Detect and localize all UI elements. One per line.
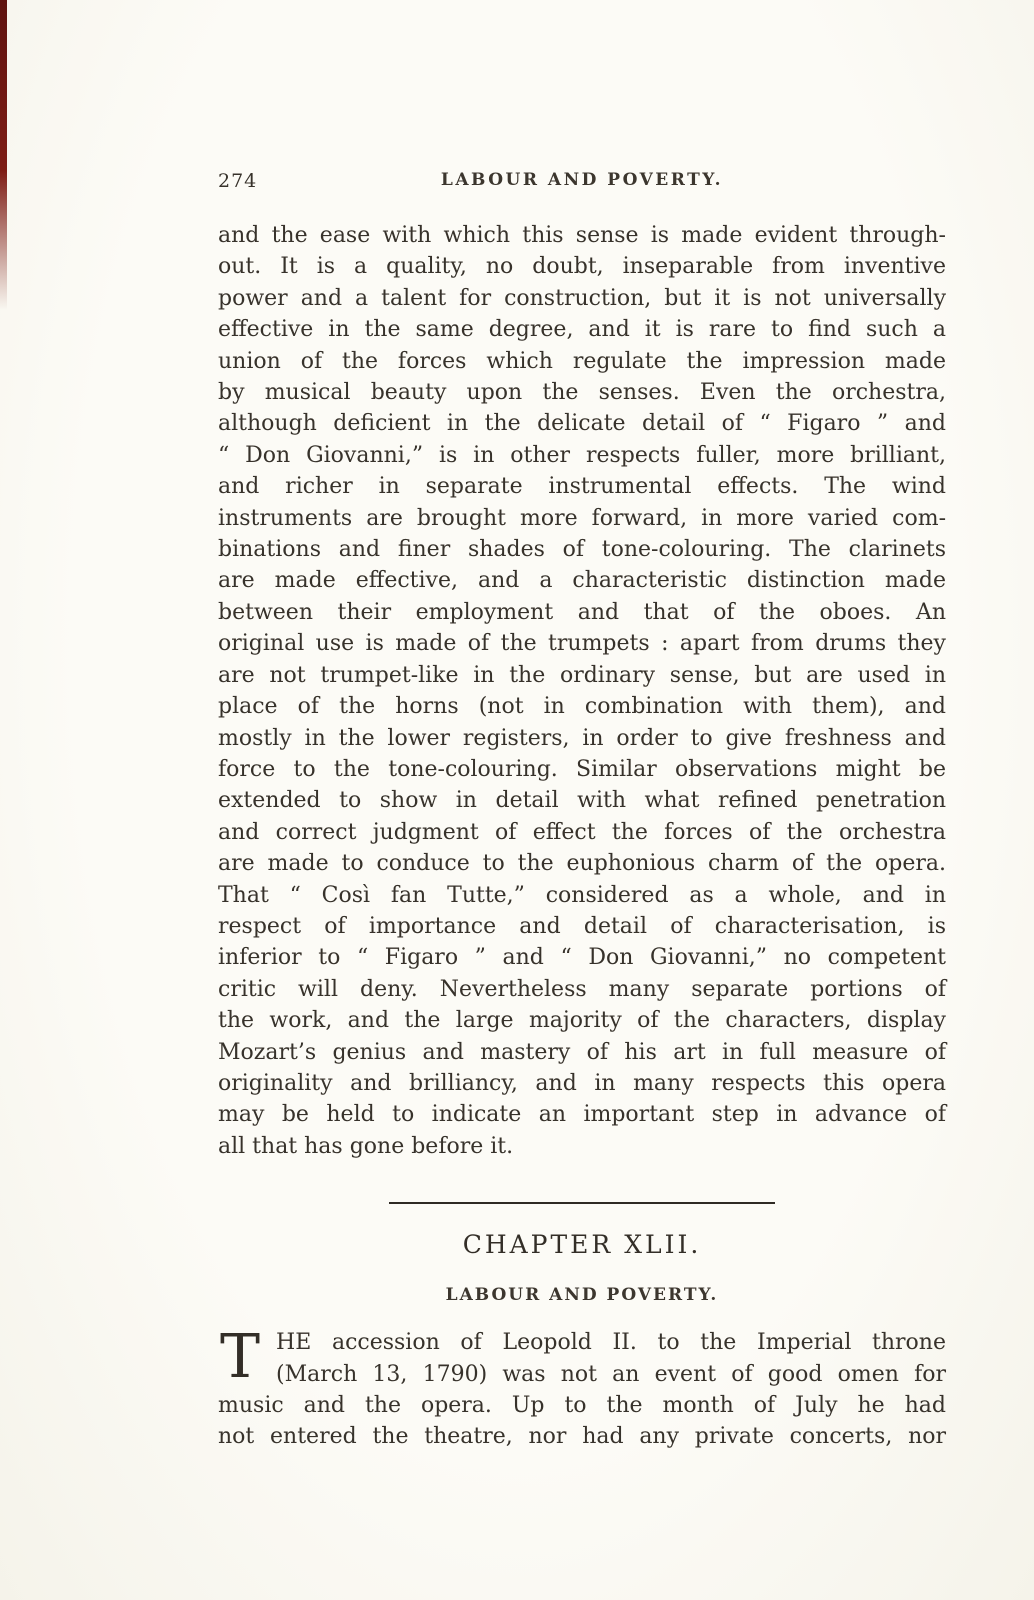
chapter-subtitle: LABOUR AND POVERTY. xyxy=(445,1285,719,1306)
text-line: and correct judgment of effect the forces of the orchestra xyxy=(218,819,946,845)
text-line: respect of importance and detail of characterisation, is xyxy=(218,913,946,939)
scan-spine-edge xyxy=(0,0,7,310)
page-number: 274 xyxy=(218,170,258,192)
text-line: between their employment and that of the oboes. An xyxy=(218,599,946,625)
text-line: mostly in the lower registers, in order to give freshness and xyxy=(218,725,946,751)
section-divider xyxy=(389,1202,775,1204)
text-line: “ Don Giovanni,” is in other respects fuller, more brilliant, xyxy=(218,442,946,468)
text-line: by musical beauty upon the senses. Even the orchestra, xyxy=(218,380,946,406)
text-line: not entered the theatre, nor had any private concerts, nor xyxy=(218,1424,946,1450)
text-line: extended to show in detail with what refined penetration xyxy=(218,788,946,814)
text-line: That “ Così fan Tutte,” considered as a whole, and in xyxy=(218,882,946,908)
text-line: force to the tone-colouring. Similar observations might be xyxy=(218,756,946,782)
chapter-paragraph xyxy=(218,1322,946,1453)
text-line: out. It is a quality, no doubt, inseparable from inventive xyxy=(218,254,946,280)
text-line: are made to conduce to the euphonious charm of the opera. xyxy=(218,851,946,877)
text-line: critic will deny. Nevertheless many separate portions of xyxy=(218,976,946,1002)
text-line: and richer in separate instrumental effects. The wind xyxy=(218,474,946,500)
running-header: LABOUR AND POVERTY. xyxy=(440,170,724,190)
text-line: although deficient in the delicate detail of “ Figaro ” and xyxy=(218,411,946,437)
text-line: Mozart’s genius and mastery of his art in full measure of xyxy=(218,1039,946,1065)
text-line: originality and brilliancy, and in many respects this opera xyxy=(218,1070,946,1096)
text-line: are made effective, and a characteristic distinction made xyxy=(218,568,946,594)
text-line: are not trumpet-like in the ordinary sense, but are used in xyxy=(218,662,946,688)
text-line: place of the horns (not in combination with them), and xyxy=(218,694,946,720)
text-line: power and a talent for construction, but it is not universally xyxy=(218,285,946,311)
page-header xyxy=(218,170,946,196)
body-paragraph xyxy=(218,220,946,1162)
text-line: instruments are brought more forward, in more varied com- xyxy=(218,505,946,531)
text-line: binations and finer shades of tone-colouring. The clarinets xyxy=(218,537,946,563)
chapter-title: CHAPTER XLII. xyxy=(462,1230,702,1260)
text-line: union of the forces which regulate the impression made xyxy=(218,348,946,374)
text-line: original use is made of the trumpets : apart from drums they xyxy=(218,631,946,657)
text-line: may be held to indicate an important step in advance of xyxy=(218,1102,946,1128)
text-line: music and the opera. Up to the month of July he had xyxy=(218,1393,946,1418)
text-line: (March 13, 1790) was not an event of good omen for xyxy=(276,1361,946,1387)
text-line: all that has gone before it. xyxy=(218,1133,514,1159)
text-line: and the ease with which this sense is made evident through- xyxy=(218,223,946,248)
text-block xyxy=(218,170,946,1453)
text-line: effective in the same degree, and it is rare to find such a xyxy=(218,317,946,343)
text-line: the work, and the large majority of the characters, display xyxy=(218,1008,946,1034)
text-line: HE accession of Leopold II. to the Imperial throne xyxy=(276,1330,946,1356)
drop-cap: T xyxy=(220,1322,261,1393)
text-line: inferior to “ Figaro ” and “ Don Giovanni,” no competent xyxy=(218,945,946,971)
section-divider-wrap xyxy=(218,1189,946,1208)
